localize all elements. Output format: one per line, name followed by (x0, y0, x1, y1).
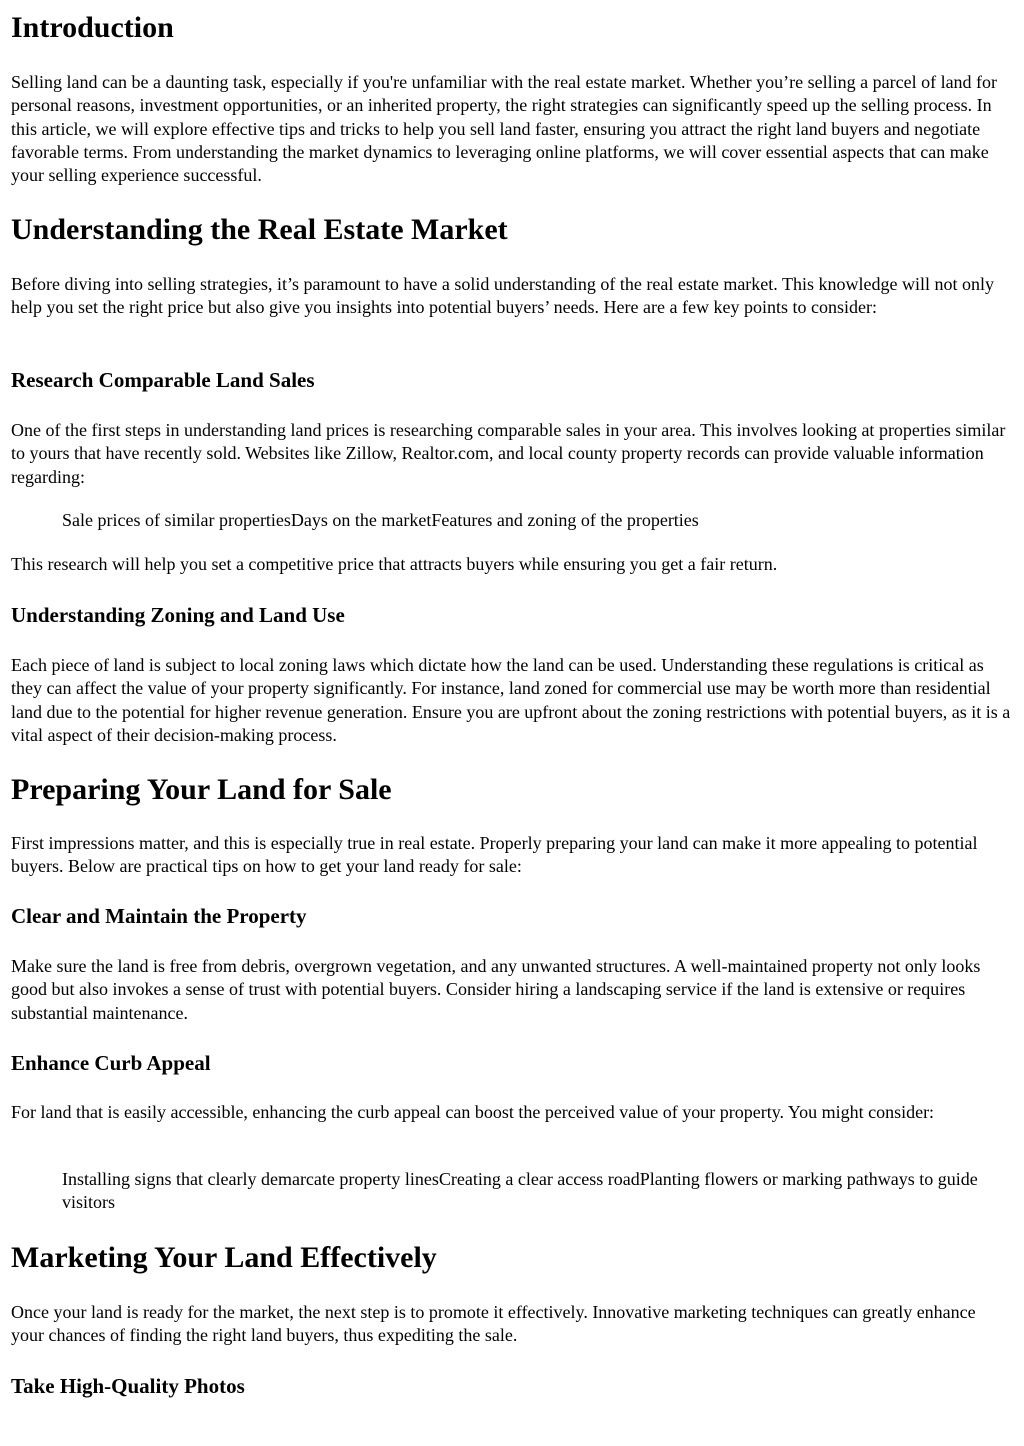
paragraph-real-estate-market: Before diving into selling strategies, it’s paramount to have a solid understanding of the real estate market. This knowledge will not only help you set the right price but also give you insights into potential buyers’ needs. Here are a few key points to consider: (11, 274, 994, 318)
paragraph-research-comparable-sales: One of the first steps in understanding land prices is researching comparable sales in your area. This involves looking at properties similar to yours that have recently sold. Websites like Zillow, Realtor.com, and local county property records can provide valuable information regarding: (11, 420, 1006, 487)
paragraph-marketing-land: Once your land is ready for the market, the next step is to promote it effectively. Innovative marketing techniques can greatly enhance your chances of finding the right land buyers, thus expediting the sale. (11, 1302, 976, 1346)
list-research-items: Sale prices of similar propertiesDays on the marketFeatures and zoning of the properties (62, 510, 699, 530)
paragraph-preparing-land: First impressions matter, and this is especially true in real estate. Properly preparing your land can make it more appealing to potential buyers. Below are practical tips on how to get your land ready for sale: (11, 833, 978, 877)
heading-preparing-land: Preparing Your Land for Sale (11, 773, 392, 806)
heading-high-quality-photos: Take High-Quality Photos (11, 1374, 245, 1398)
heading-clear-maintain: Clear and Maintain the Property (11, 904, 307, 928)
heading-research-comparable-sales: Research Comparable Land Sales (11, 368, 315, 392)
paragraph-clear-maintain: Make sure the land is free from debris, overgrown vegetation, and any unwanted structures. A well-maintained property not only looks good but also invokes a sense of trust with potential buyers. Consider hiring a landscaping service if the land is extensive or requires substantial maintenance. (11, 956, 981, 1023)
heading-zoning-land-use: Understanding Zoning and Land Use (11, 603, 345, 627)
heading-marketing-land: Marketing Your Land Effectively (11, 1241, 437, 1274)
heading-introduction: Introduction (11, 11, 174, 44)
heading-curb-appeal: Enhance Curb Appeal (11, 1051, 211, 1075)
list-curb-items: Installing signs that clearly demarcate property linesCreating a clear access roadPlanting flowers or marking pathways to guide visitors (62, 1169, 978, 1213)
paragraph-introduction: Selling land can be a daunting task, especially if you're unfamiliar with the real estate market. Whether you’re selling a parcel of land for personal reasons, investment opportunities, or an inherited property, the right strategies can significantly speed up the selling process. In this article, we will explore effective tips and tricks to help you sell land faster, ensuring you attract the right land buyers and negotiate favorable terms. From understanding the market dynamics to leveraging online platforms, we will cover essential aspects that can make your selling experience successful. (11, 72, 998, 186)
paragraph-research-summary: This research will help you set a competitive price that attracts buyers while ensuring you get a fair return. (11, 554, 778, 574)
paragraph-zoning-land-use: Each piece of land is subject to local zoning laws which dictate how the land can be used. Understanding these regulations is critical as they can affect the value of your property significantly. For instance, land zoned for commercial use may be worth more than residential land due to the potential for higher revenue generation. Ensure you are upfront about the zoning restrictions with potential buyers, as it is a vital aspect of their decision-making process. (11, 655, 1011, 745)
paragraph-curb-appeal: For land that is easily accessible, enhancing the curb appeal can boost the perceived value of your property. You might consider: (11, 1102, 935, 1122)
heading-real-estate-market: Understanding the Real Estate Market (11, 213, 508, 246)
